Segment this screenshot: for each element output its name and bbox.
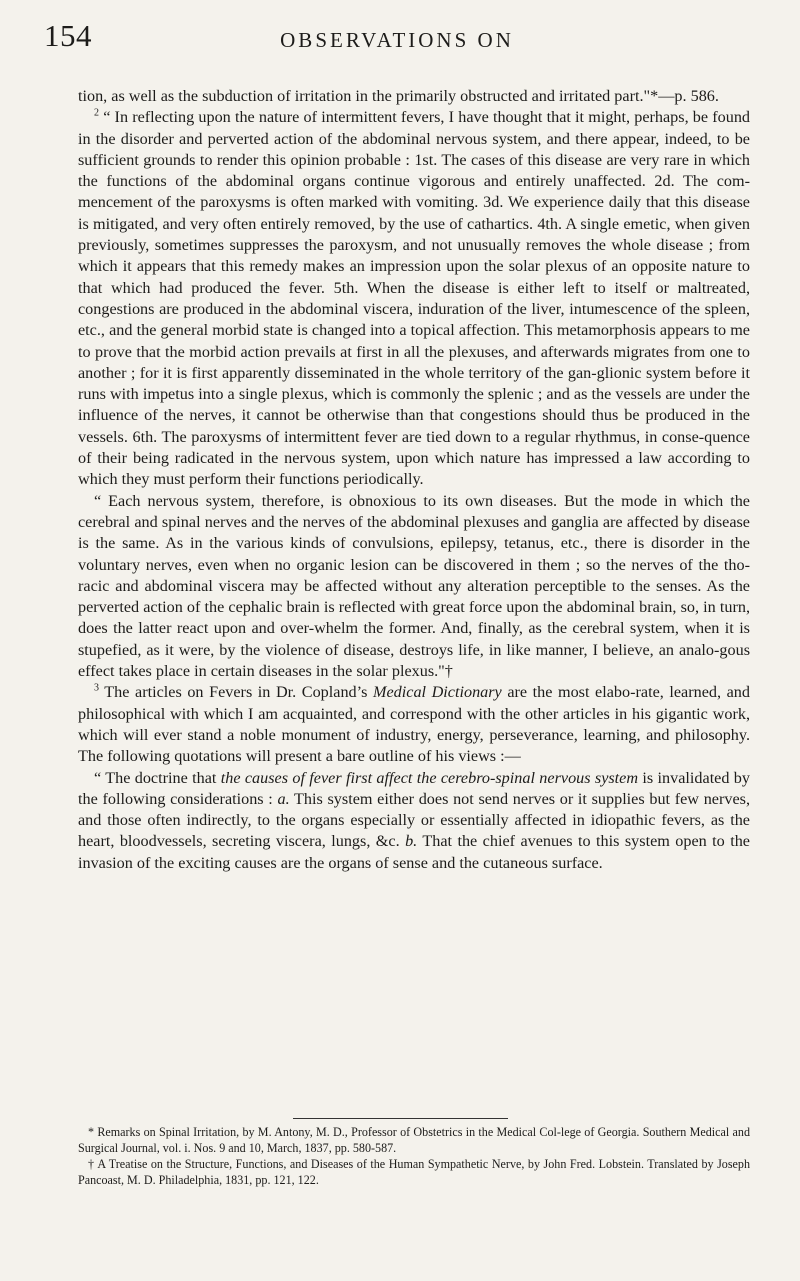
note-number: 3 (94, 682, 99, 694)
list-label: b. (405, 832, 418, 851)
list-label: a. (277, 789, 290, 808)
paragraph-quote-nervous-system: “ Each nervous system, therefore, is obnoxious to its own diseases. But the mode in which the cerebral and spinal nerves and the nerves of the abdominal plexuses and ganglia are affected by disease is the same. As in the various kinds of convulsions, epilepsy, tetanus, etc., there is disorder in the voluntary nerves, even when no organic lesion can be discovered in them ; so the nerves of the tho-racic and abdominal viscera may be affected without any alteration perceptible to the senses. As the perverted action of the cephalic brain is reflected with great force upon the abdominal brain, so, in turn, does the latter react upon and over-whelm the former. And, finally, as the cerebral system, when it is stupefied, as it were, by the violence of disease, destroys life, in like manner, I believe, an analo-gous effect takes place in certain diseases in the solar plexus."† (78, 491, 750, 681)
paragraph-text: are the most elabo-rate, learned, and philosophical with which I am acquainted, and correspond with the other articles in his gigantic work, which will ever stand a noble monument of industry, energy, perseverance, learning, and philosophy. The following quotations will present a bare outline of his views :— (78, 683, 750, 766)
paragraph-continued: tion, as well as the subduction of irritation in the primarily obstructed and irritated part."*—p. 586. (78, 87, 719, 105)
paragraph-text: That the chief avenues to this system open to the invasion of the exciting causes are the organs of sense and the cutaneous surface. (78, 832, 750, 872)
page-number: 154 (44, 18, 92, 53)
note-number: 2 (94, 107, 99, 119)
footnote: * Remarks on Spinal Irritation, by M. Antony, M. D., Professor of Obstetrics in the Medical Col-lege of Georgia. Southern Medical and Surgical Journal, vol. i. Nos. 9 and 10, March, 1837, pp. 580-587. (78, 1125, 750, 1155)
paragraph-copland (78, 682, 750, 767)
paragraph-text: is invalidated by the following considerations : (78, 768, 750, 808)
running-head: OBSERVATIONS ON (280, 28, 514, 52)
paragraph-text: This system either does not send nerves or it supplies but few nerves, and those often indirectly, to the organs especially or essentially affected in idiopathic fevers, as the heart, bloodvessels, secreting viscera, lungs, &c. (78, 789, 750, 851)
paragraph-text: “ In reflecting upon the nature of intermittent fevers, I have thought that it might, perhaps, be found in the disorder and perverted action of the abdominal nervous system, and there appear, indeed, to be sufficient grounds to render this opinion probable : 1st. The cases of this disease are very rare in which the functions of the abdominal organs continue vigorous and entirely unaffected. 2d. The com-mencement of the paroxysms is often marked with vomiting. 3d. We experience daily that this disease is mitigated, and very often entirely removed, by the use of cathartics. 4th. A single emetic, when given previously, sometimes suppresses the paroxysm, and not unusually removes the whole disease ; from which it appears that this remedy makes an impression upon the solar plexus of an opposite nature to that which had produced the fever. 5th. When the disease is either left to itself or maltreated, congestions are produced in the abdominal viscera, induration of the liver, intumescence of the spleen, etc., and the general morbid state is changed into a topical affection. This metamorphosis appears to me to prove that the morbid action prevails at first in all the plexuses, and afterwards migrates from one to another ; for it is first apparently disseminated in the whole territory of the gan-glionic system before it runs with impetus into a single plexus, which is commonly the splenic ; and as the vessels are under the influence of the nerves, it cannot be otherwise than that congestions should thus be produced in the vessels. 6th. The paroxysms of intermittent fever are tied down to a regular rhythmus, in conse-quence of their being radicated in the nervous system, upon which nature has impressed a law according to which they must perform their functions periodically. (78, 108, 751, 489)
paragraph-text: The articles on Fevers in Dr. Copland’s (104, 683, 373, 702)
footnote: † A Treatise on the Structure, Functions, and Diseases of the Human Sympathetic Nerve, by John Fred. Lobstein. Translated by Joseph Pancoast, M. D. Philadelphia, 1831, pp. 121, 122. (78, 1157, 750, 1187)
footnote-divider (293, 1118, 508, 1119)
paragraph-doctrine-quote (78, 768, 750, 874)
paragraph-text: “ The doctrine that (94, 768, 221, 787)
footnotes (78, 1124, 750, 1188)
paragraph-quote-intermittent-fevers (78, 107, 750, 490)
page-header (44, 18, 750, 58)
italic-phrase: the causes of fever first affect the cerebro-spinal nervous system (220, 768, 639, 787)
main-text (78, 86, 750, 874)
book-title: Medical Dictionary (373, 683, 502, 702)
